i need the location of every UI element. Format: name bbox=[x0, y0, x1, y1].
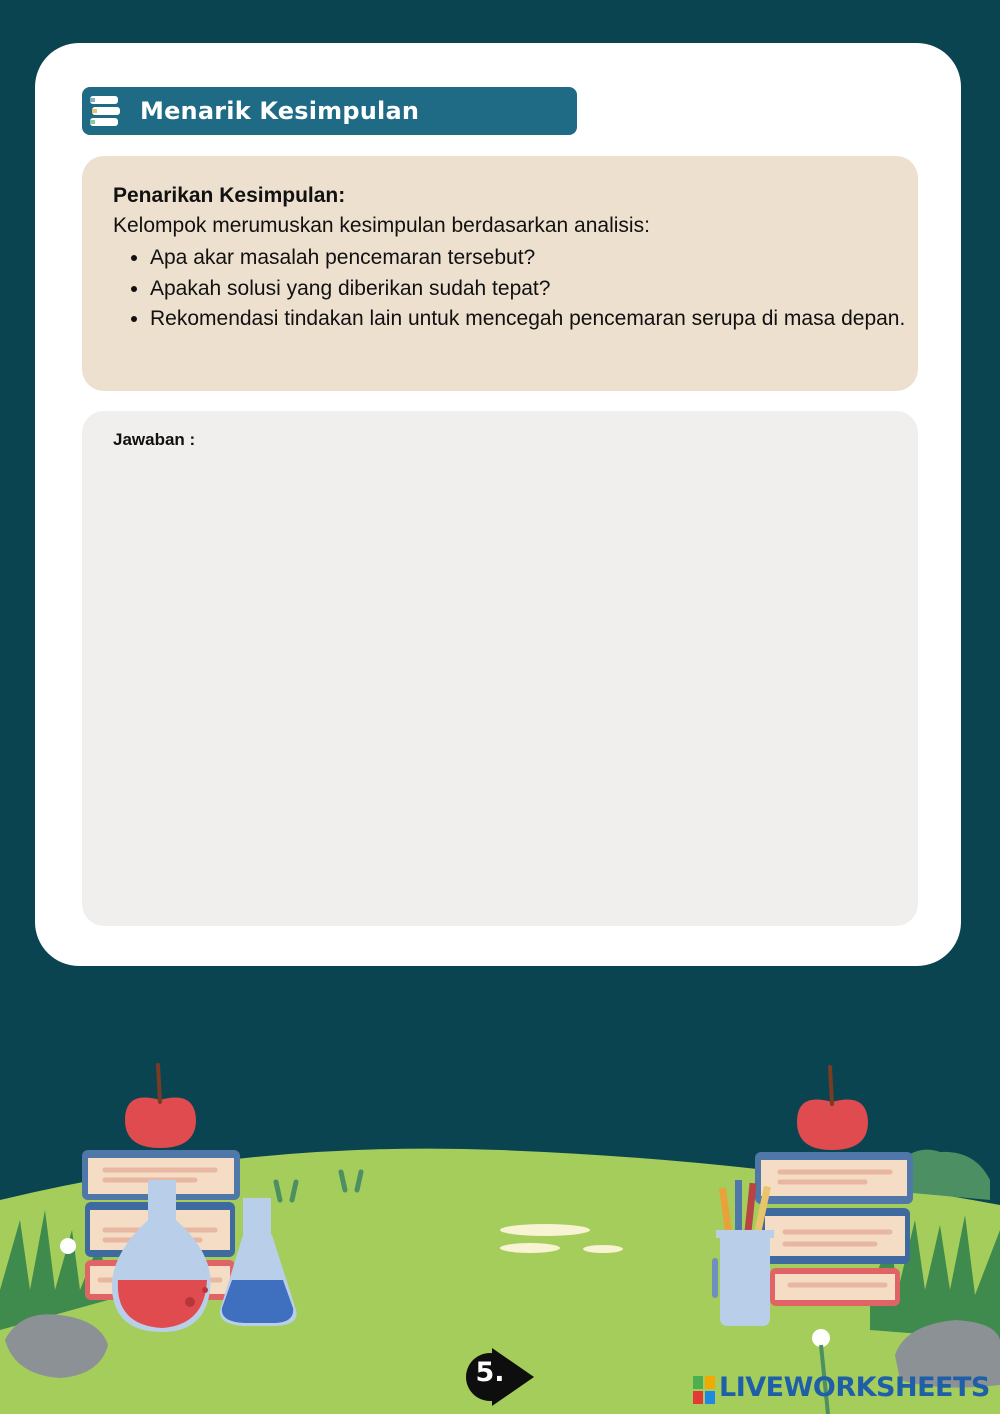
instruction-box bbox=[82, 156, 918, 391]
liveworksheets-logo-icon bbox=[693, 1374, 717, 1406]
page-number: 5. bbox=[475, 1357, 505, 1388]
brand-name: LIVEWORKSHEETS bbox=[719, 1372, 990, 1403]
list-item: • Apa akar masalah pencemaran tersebut? bbox=[150, 243, 925, 274]
instruction-heading: Penarikan Kesimpulan: bbox=[113, 184, 346, 207]
section-title: Menarik Kesimpulan bbox=[140, 97, 420, 125]
list-item: • Rekomendasi tindakan lain untuk mencegah pencemaran serupa di masa depan. bbox=[150, 304, 925, 335]
answer-label: Jawaban : bbox=[113, 430, 196, 449]
stacked-books-icon bbox=[88, 93, 122, 129]
worksheet-card bbox=[35, 43, 961, 966]
list-item: • Apakah solusi yang diberikan sudah tepat? bbox=[150, 274, 925, 305]
section-header bbox=[82, 87, 577, 135]
instruction-intro: Kelompok merumuskan kesimpulan berdasarkan analisis: bbox=[113, 214, 650, 237]
question-list bbox=[113, 243, 925, 335]
answer-box[interactable] bbox=[82, 411, 918, 926]
